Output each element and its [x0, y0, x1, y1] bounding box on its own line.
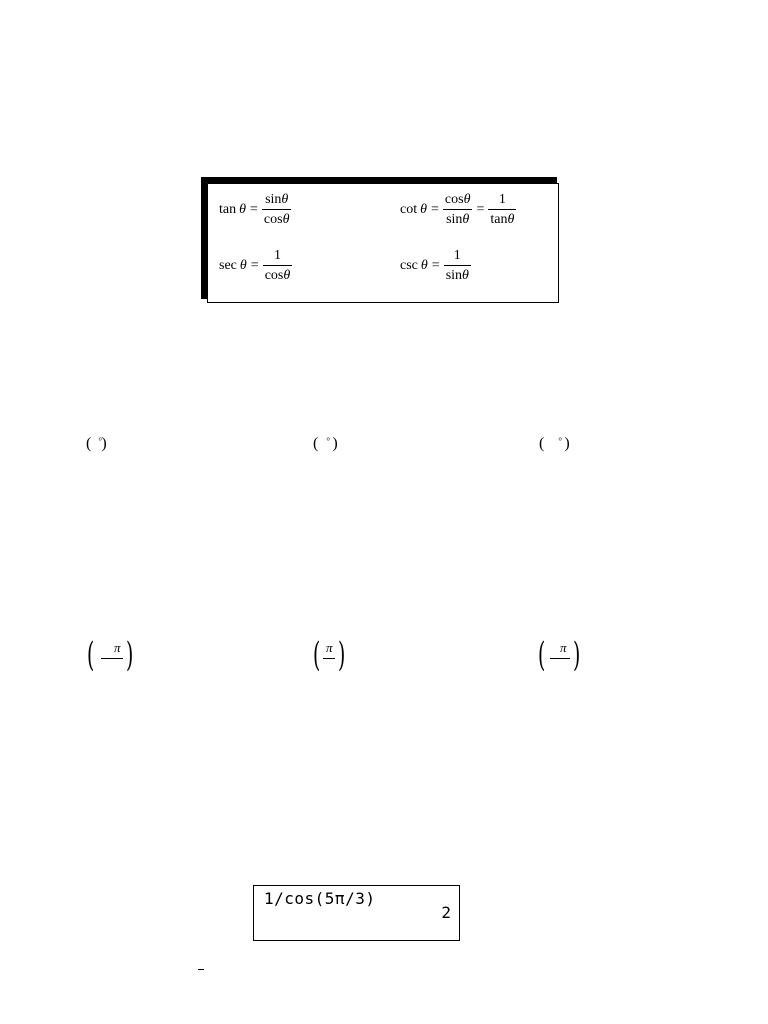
pi-symbol: π: [114, 639, 121, 655]
pi-paren-3: [535, 635, 584, 675]
pi-fraction: [323, 640, 335, 671]
tan-denominator: cos: [263, 212, 283, 228]
theta-symbol: θ: [420, 257, 428, 273]
equals-sign: =: [476, 201, 485, 217]
theta-symbol: θ: [239, 201, 246, 217]
csc-label: csc: [400, 257, 418, 273]
sec-label: sec: [219, 257, 237, 273]
close-paren: ): [564, 435, 570, 452]
tan-label: tan: [219, 201, 237, 217]
theta-symbol: θ: [281, 192, 289, 207]
degree-symbol: °: [558, 436, 562, 446]
cot-reciprocal-numerator: 1: [498, 192, 506, 207]
open-paren: (: [312, 635, 321, 675]
cot-denominator: sin: [446, 212, 463, 228]
theta-symbol: θ: [507, 212, 515, 228]
equals-sign: =: [250, 201, 258, 217]
theta-symbol: θ: [239, 257, 247, 273]
csc-fraction: [444, 248, 471, 284]
degree-symbol: °: [98, 436, 102, 446]
degree-paren-1: [86, 435, 107, 453]
sec-fraction: [263, 248, 293, 284]
pi-paren-2: [310, 635, 349, 675]
open-paren: (: [313, 435, 319, 452]
pi-symbol: π: [560, 639, 567, 655]
cot-reciprocal-fraction: [488, 192, 516, 228]
fraction-bar: [550, 658, 570, 659]
cot-numerator: cos: [444, 192, 464, 207]
equals-sign: =: [431, 257, 440, 273]
close-paren: ): [332, 435, 338, 452]
sec-numerator: 1: [273, 248, 281, 263]
degree-paren-2: [313, 435, 338, 453]
calculator-expression: 1/cos(5π/3): [264, 889, 376, 908]
fraction-bar: [101, 658, 123, 659]
open-paren: (: [86, 435, 92, 452]
theta-symbol: θ: [420, 201, 427, 217]
close-paren: ): [573, 635, 581, 675]
cot-fraction: [443, 192, 473, 228]
stray-dash-mark: [198, 969, 204, 970]
close-paren: ): [338, 635, 346, 675]
identity-box: [207, 183, 559, 303]
csc-numerator: 1: [453, 248, 461, 263]
theta-symbol: θ: [283, 268, 291, 284]
theta-symbol: θ: [282, 212, 290, 228]
cot-reciprocal-denominator: tan: [490, 212, 508, 228]
csc-denominator: sin: [445, 268, 463, 284]
cot-label: cot: [400, 201, 418, 217]
theta-symbol: θ: [463, 192, 471, 207]
csc-identity: [400, 248, 471, 284]
close-paren: ): [101, 435, 107, 452]
open-paren: (: [86, 635, 95, 675]
sec-identity: [219, 248, 292, 284]
degree-symbol: °: [326, 436, 330, 446]
pi-paren-1: [84, 635, 137, 675]
sec-denominator: cos: [264, 268, 284, 284]
equals-sign: =: [250, 257, 259, 273]
fraction-bar: [323, 658, 335, 659]
pi-fraction: [101, 640, 123, 671]
open-paren: (: [537, 635, 546, 675]
pi-fraction: [550, 640, 570, 671]
open-paren: (: [539, 435, 545, 452]
close-paren: ): [126, 635, 134, 675]
tan-identity: [219, 192, 291, 228]
equals-sign: =: [431, 201, 439, 217]
theta-symbol: θ: [462, 212, 470, 228]
degree-paren-3: [539, 435, 570, 453]
theta-symbol: θ: [462, 268, 469, 284]
calculator-result: 2: [441, 903, 451, 922]
cot-identity: [400, 192, 516, 228]
tan-numerator: sin: [265, 192, 282, 207]
pi-symbol: π: [326, 639, 333, 655]
calculator-screen: [253, 885, 460, 941]
tan-fraction: [262, 192, 292, 228]
